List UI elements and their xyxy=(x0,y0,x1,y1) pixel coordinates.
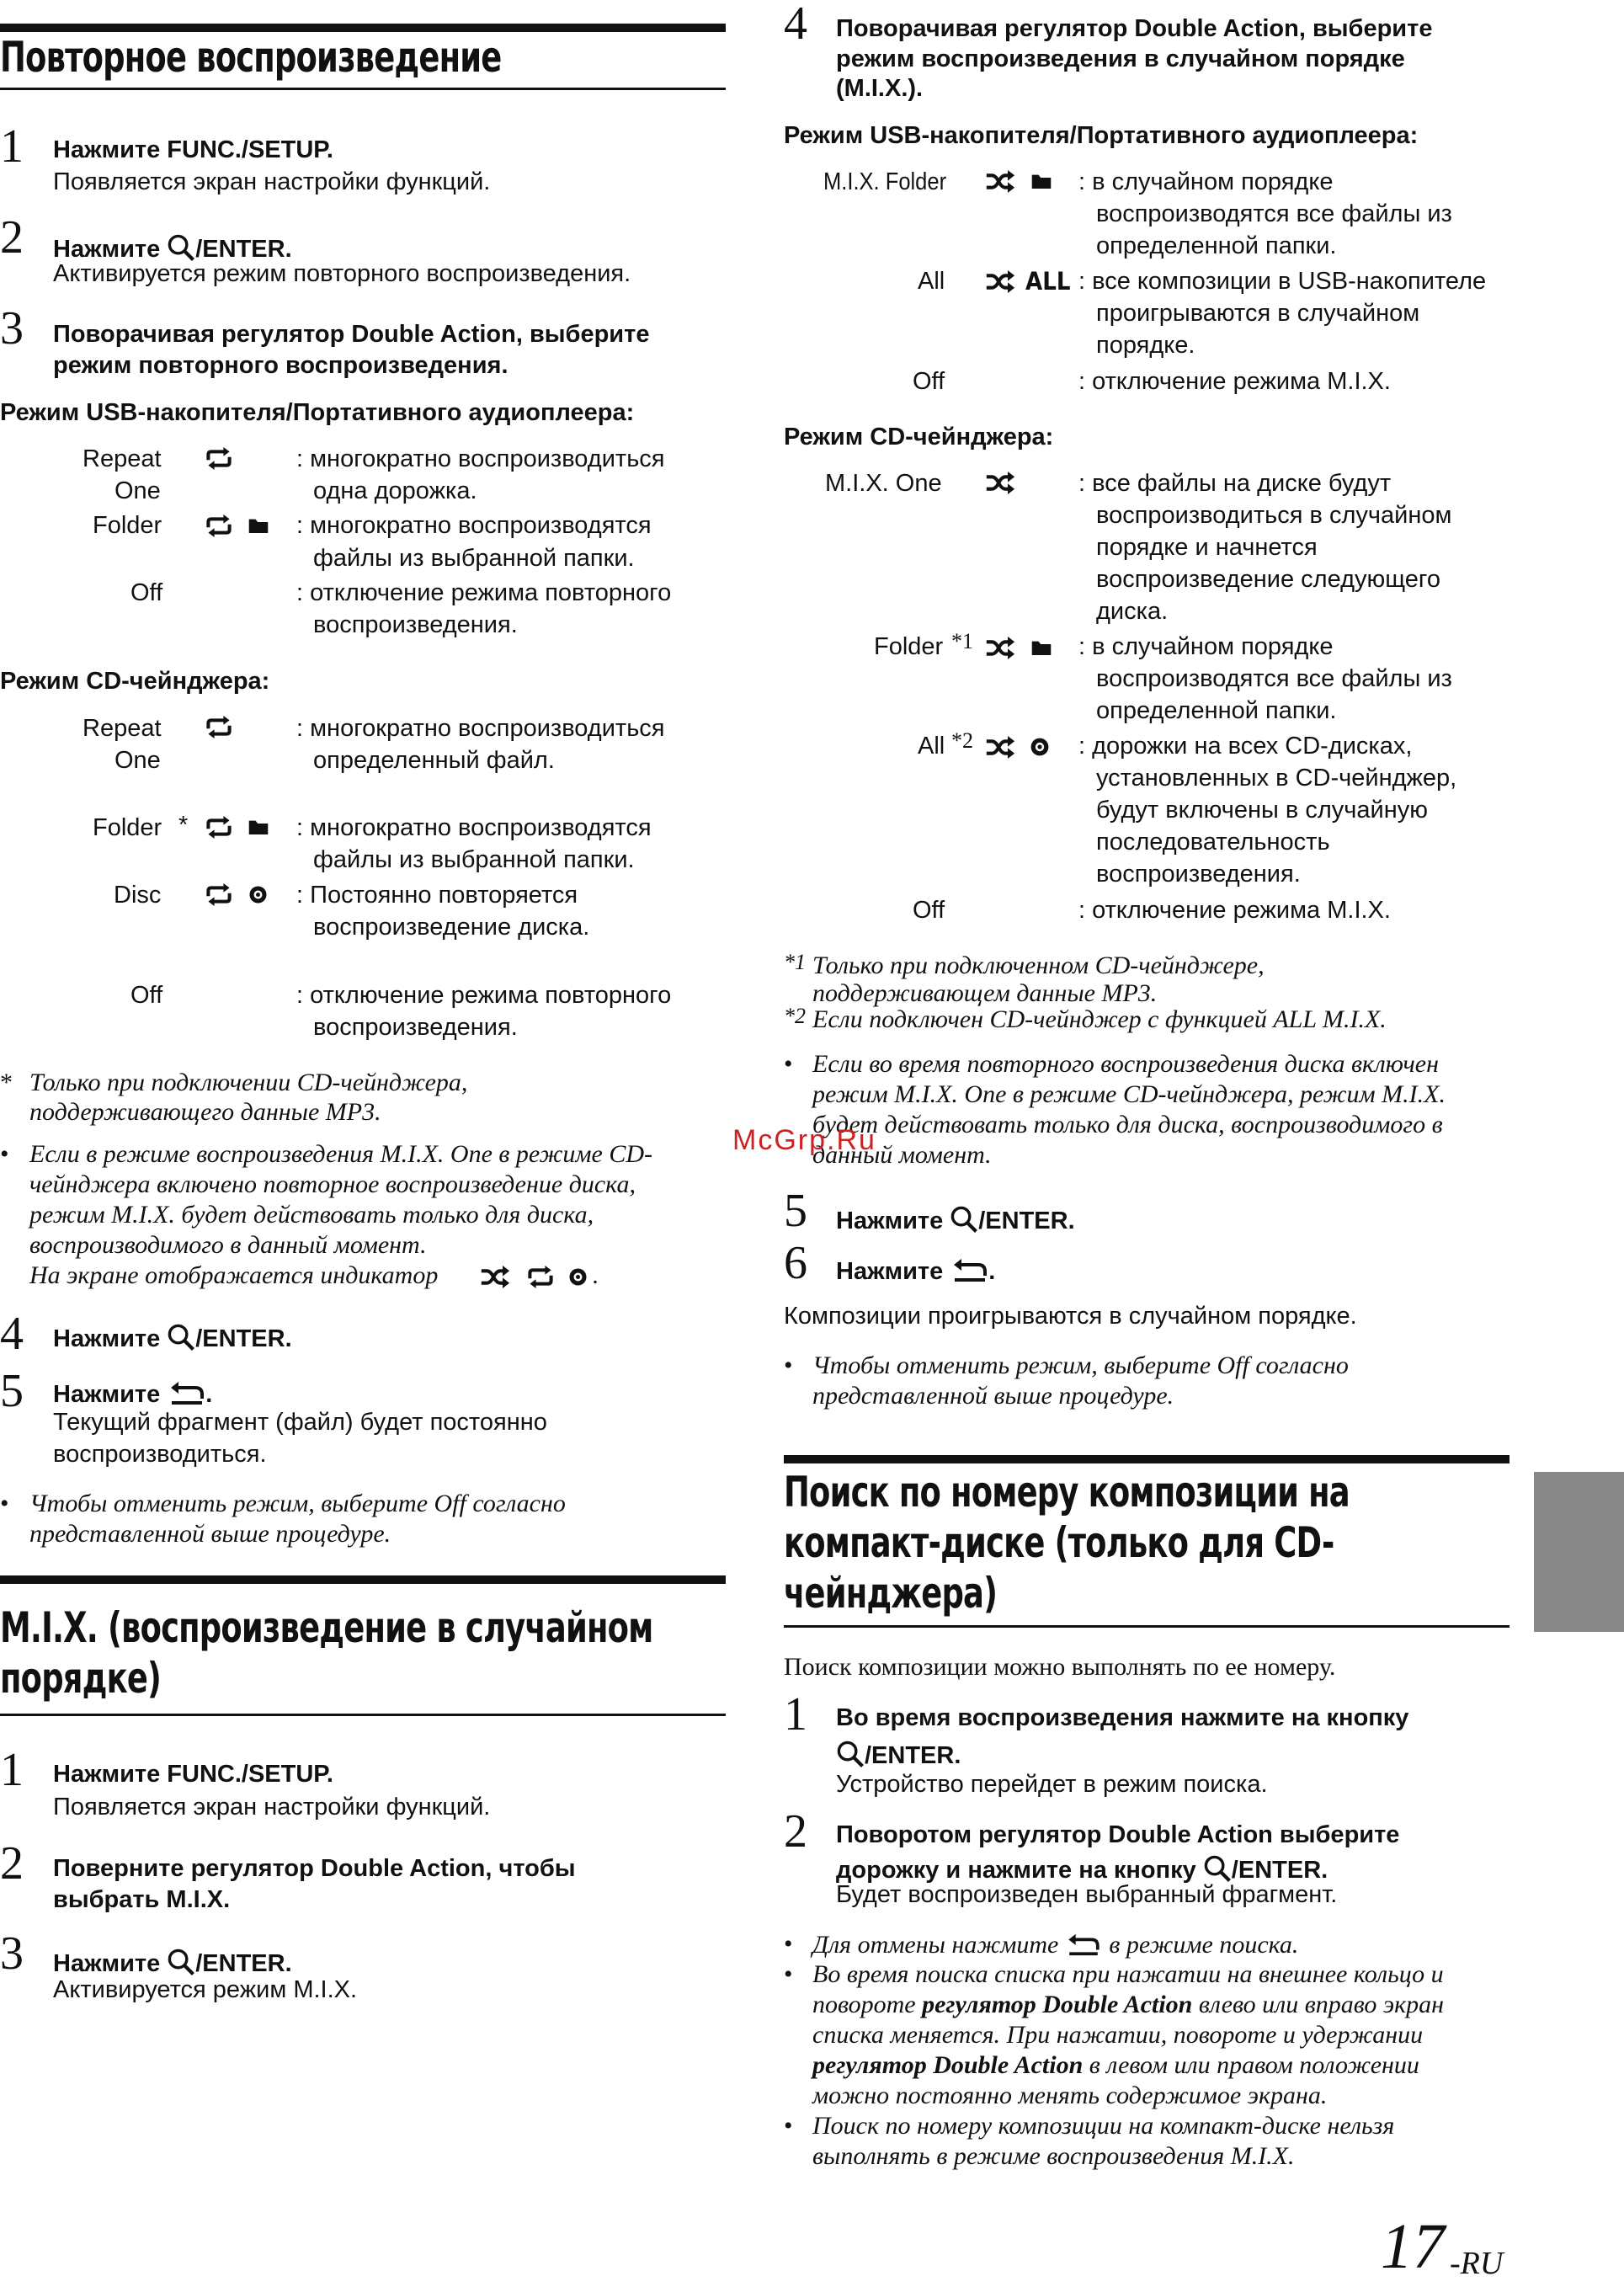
footnote-mark: *1 xyxy=(951,629,973,653)
bullet: • xyxy=(0,1490,9,1517)
mode-desc: установленных в CD-чейнджер, xyxy=(1096,765,1457,792)
step-number: 3 xyxy=(0,302,24,355)
mode-name: Folder xyxy=(93,814,162,841)
disc-icon xyxy=(248,884,269,905)
mode-desc: порядке и начнется xyxy=(1096,534,1318,561)
step-number: 1 xyxy=(0,1744,24,1796)
search-icon xyxy=(836,1740,865,1768)
mode-name: Repeat xyxy=(83,715,162,742)
return-icon xyxy=(1065,1932,1102,1956)
section-rule xyxy=(0,88,726,90)
all-icon-label: ALL xyxy=(1025,267,1071,296)
step-desc: Появляется экран настройки функций. xyxy=(53,1794,491,1821)
bullet: • xyxy=(784,1930,793,1958)
mode-name: M.I.X. One xyxy=(825,470,942,497)
mode-desc: последовательность xyxy=(1096,829,1330,856)
step-title: Нажмите /ENTER. xyxy=(53,228,292,265)
mode-heading: Режим USB-накопителя/Портативного аудиоплеера: xyxy=(0,399,635,426)
step-title: Нажмите . xyxy=(836,1258,996,1285)
note-text: . xyxy=(593,1261,599,1289)
mode-name: All xyxy=(918,733,945,760)
section-title-search: Поиск по номеру композиции на xyxy=(784,1468,1350,1517)
mode-desc: файлы из выбранной папки. xyxy=(313,545,635,572)
note-text: режим M.I.X. One в режиме CD-чейнджера, режим M.I.X. xyxy=(812,1080,1446,1108)
repeat-icon xyxy=(204,715,234,739)
step-number: 1 xyxy=(0,120,24,173)
mode-name: Off xyxy=(913,368,945,395)
footnote-mark: *1 xyxy=(784,950,806,974)
note-text: представленной выше процедуре. xyxy=(29,1520,391,1548)
footnote-text: Только при подключении CD-чейнджера, xyxy=(29,1069,468,1096)
mode-desc: проигрываются в случайном xyxy=(1096,300,1420,327)
step-number: 5 xyxy=(0,1365,24,1417)
result-text: Композиции проигрываются в случайном порядке. xyxy=(784,1303,1357,1330)
repeat-icon xyxy=(204,815,234,840)
step-desc: Активируется режим повторного воспроизведения. xyxy=(53,260,631,287)
mode-name: One xyxy=(114,477,161,504)
folder-icon xyxy=(248,515,269,535)
mode-desc: воспроизводиться в случайном xyxy=(1096,502,1452,529)
step-title: Нажмите /ENTER. xyxy=(53,1943,292,1980)
mode-name: Repeat xyxy=(83,445,162,472)
shuffle-icon xyxy=(985,169,1015,194)
mode-desc: диска. xyxy=(1096,598,1169,625)
mode-desc: воспроизведения. xyxy=(313,611,518,638)
note-text: представленной выше процедуре. xyxy=(812,1382,1174,1410)
intro-text: Поиск композиции можно выполнять по ее номеру. xyxy=(784,1653,1336,1681)
shuffle-icon xyxy=(985,735,1015,760)
step-number: 4 xyxy=(784,0,807,50)
mode-name: Folder xyxy=(874,633,944,660)
mode-desc: определенной папки. xyxy=(1096,697,1337,724)
section-rule xyxy=(784,1455,1510,1463)
step-title: режим повторного воспроизведения. xyxy=(53,352,508,379)
note-text: данный момент. xyxy=(812,1141,992,1169)
step-number: 2 xyxy=(0,1837,24,1890)
page-number: 17 xyxy=(1381,2211,1445,2282)
search-icon xyxy=(167,1323,195,1351)
step-title: Нажмите FUNC./SETUP. xyxy=(53,136,333,163)
mode-name: All xyxy=(918,268,945,295)
footnote-text: Только при подключенном CD-чейнджере, xyxy=(812,952,1265,979)
step-desc: Текущий фрагмент (файл) будет постоянно xyxy=(53,1409,547,1436)
step-desc: Появляется экран настройки функций. xyxy=(53,168,491,195)
mode-desc: воспроизведения. xyxy=(313,1014,518,1041)
bullet: • xyxy=(784,1351,793,1379)
page-suffix: -RU xyxy=(1450,2246,1504,2281)
note-text: На экране отображается индикатор xyxy=(29,1261,439,1289)
repeat-icon xyxy=(204,514,234,538)
folder-icon xyxy=(1030,171,1052,190)
step-desc: Будет воспроизведен выбранный фрагмент. xyxy=(836,1881,1338,1908)
mode-desc: будут включены в случайную xyxy=(1096,797,1428,824)
section-title-search: чейнджера) xyxy=(784,1569,998,1618)
step-number: 4 xyxy=(0,1308,24,1360)
mode-desc: : дорожки на всех CD-дисках, xyxy=(1078,733,1413,760)
step-title: (M.I.X.). xyxy=(836,75,924,102)
note-text: повороте регулятор Double Action влево или вправо экран xyxy=(812,1991,1445,2018)
mode-desc: : в случайном порядке xyxy=(1078,633,1334,660)
mode-desc: воспроизведение следующего xyxy=(1096,566,1441,593)
step-desc: воспроизводиться. xyxy=(53,1441,267,1468)
note-text: Чтобы отменить режим, выберите Off согласно xyxy=(29,1490,566,1517)
disc-icon xyxy=(1029,736,1051,758)
mode-heading: Режим USB-накопителя/Портативного аудиоплеера: xyxy=(784,122,1419,149)
mode-desc: : в случайном порядке xyxy=(1078,168,1334,195)
note-text: чейнджера включено повторное воспроизведение диска, xyxy=(29,1170,636,1198)
step-number: 1 xyxy=(784,1688,807,1741)
repeat-icon xyxy=(204,882,234,907)
return-icon xyxy=(168,1380,205,1405)
repeat-icon xyxy=(525,1265,556,1289)
mode-desc: : многократно воспроизводятся xyxy=(296,512,652,539)
bullet: • xyxy=(0,1140,9,1168)
mode-desc: : отключение режима повторного xyxy=(296,982,672,1009)
step-title: Поверните регулятор Double Action, чтобы xyxy=(53,1855,576,1882)
step-number: 5 xyxy=(784,1185,807,1237)
step-title: Поворачивая регулятор Double Action, выберите xyxy=(53,321,650,348)
section-rule xyxy=(0,1575,726,1584)
mode-name: One xyxy=(114,747,161,774)
note-text: регулятор Double Action в левом или правом положении xyxy=(812,2051,1419,2079)
step-title: режим воспроизведения в случайном порядке xyxy=(836,45,1405,72)
footnote-mark: * xyxy=(0,1069,13,1096)
section-title-mix: M.I.X. (воспроизведение в случайном xyxy=(0,1603,653,1652)
step-number: 6 xyxy=(784,1237,807,1289)
mode-desc: : многократно воспроизводятся xyxy=(296,814,652,841)
step-number: 2 xyxy=(784,1805,807,1858)
search-icon xyxy=(167,233,195,262)
bullet: • xyxy=(784,1960,793,1988)
step-title: Нажмите /ENTER. xyxy=(53,1318,292,1355)
footnote-text: поддерживающего данные MP3. xyxy=(29,1098,381,1126)
mode-name: Disc xyxy=(114,882,162,909)
footnote-mark: *2 xyxy=(784,1004,806,1028)
section-rule xyxy=(0,1714,726,1716)
mode-desc: : отключение режима M.I.X. xyxy=(1078,897,1391,924)
note-text: Во время поиска списка при нажатии на внешнее кольцо и xyxy=(812,1960,1444,1988)
step-title: Нажмите FUNC./SETUP. xyxy=(53,1761,333,1788)
note-text: Если в режиме воспроизведения M.I.X. One в режиме CD- xyxy=(29,1140,653,1168)
disc-icon xyxy=(567,1266,588,1287)
note-text: Чтобы отменить режим, выберите Off согласно xyxy=(812,1351,1349,1379)
section-title-repeat: Повторное воспроизведение xyxy=(0,33,502,82)
mode-name: Off xyxy=(913,897,945,924)
mode-name: Folder xyxy=(93,512,162,539)
search-icon xyxy=(167,1948,195,1976)
mode-desc: : многократно воспроизводиться xyxy=(296,445,665,472)
mode-desc: : все файлы на диске будут xyxy=(1078,470,1392,497)
note-text: будет действовать только для диска, воспроизводимого в xyxy=(812,1111,1443,1138)
note-text: Для отмены нажмите в режиме поиска. xyxy=(812,1931,1299,1959)
mode-desc: : отключение режима M.I.X. xyxy=(1078,368,1391,395)
step-title: Во время воспроизведения нажмите на кнопку xyxy=(836,1704,1409,1731)
watermark: McGrp.Ru xyxy=(732,1124,876,1156)
note-text: Если во время повторного воспроизведения диска включен xyxy=(812,1050,1440,1078)
footnote-text: поддерживающем данные MP3. xyxy=(812,979,1158,1007)
step-desc: Устройство перейдет в режим поиска. xyxy=(836,1771,1268,1798)
return-icon xyxy=(951,1257,988,1282)
mode-desc: одна дорожка. xyxy=(313,477,477,504)
mode-desc: определенной папки. xyxy=(1096,232,1337,259)
repeat-icon xyxy=(204,446,234,471)
mode-desc: : Постоянно повторяется xyxy=(296,882,578,909)
step-title: Нажмите . xyxy=(53,1381,213,1408)
shuffle-icon xyxy=(480,1265,510,1289)
shuffle-icon xyxy=(985,471,1015,495)
search-icon xyxy=(950,1205,978,1234)
section-rule xyxy=(0,24,726,32)
step-title: /ENTER. xyxy=(836,1735,961,1772)
mode-desc: воспроизведение диска. xyxy=(313,914,590,941)
mode-desc: воспроизведения. xyxy=(1096,861,1301,888)
bullet: • xyxy=(784,2112,793,2140)
mode-desc: : многократно воспроизводиться xyxy=(296,715,665,742)
note-text: выполнять в режиме воспроизведения M.I.X. xyxy=(812,2142,1295,2170)
folder-icon xyxy=(248,817,269,836)
step-number: 2 xyxy=(0,211,24,264)
shuffle-icon xyxy=(985,269,1015,294)
mode-name: M.I.X. Folder xyxy=(823,168,947,195)
mode-desc: : отключение режима повторного xyxy=(296,579,672,606)
step-title: выбрать M.I.X. xyxy=(53,1886,231,1913)
step-title: Поворачивая регулятор Double Action, выберите xyxy=(836,15,1433,42)
mode-desc: : все композиции в USB-накопителе xyxy=(1078,268,1487,295)
step-title: Поворотом регулятор Double Action выберите xyxy=(836,1821,1400,1848)
note-text: Поиск по номеру композиции на компакт-диске нельзя xyxy=(812,2112,1395,2140)
step-number: 3 xyxy=(0,1927,24,1980)
footnote-mark: *2 xyxy=(951,728,973,753)
bullet: • xyxy=(784,1050,793,1078)
mode-desc: воспроизводятся все файлы из xyxy=(1096,200,1452,227)
footnote-text: Если подключен CD-чейнджер с функцией ALL M.I.X. xyxy=(812,1005,1387,1033)
chapter-tab xyxy=(1534,1472,1624,1632)
mode-heading: Режим CD-чейнджера: xyxy=(0,668,270,695)
note-text: воспроизводимого в данный момент. xyxy=(29,1231,427,1259)
mode-desc: порядке. xyxy=(1096,332,1195,359)
section-title-search: компакт-диске (только для CD- xyxy=(784,1518,1334,1567)
note-text: списка меняется. При нажатии, повороте и удержании xyxy=(812,2021,1424,2049)
mode-heading: Режим CD-чейнджера: xyxy=(784,424,1054,450)
note-text: режим M.I.X. будет действовать только для диска, xyxy=(29,1201,594,1229)
section-title-mix: порядке) xyxy=(0,1654,162,1703)
mode-name: Off xyxy=(130,579,163,606)
mode-desc: воспроизводятся все файлы из xyxy=(1096,665,1452,692)
mode-name: Off xyxy=(130,982,163,1009)
mode-desc: файлы из выбранной папки. xyxy=(313,846,635,873)
search-icon xyxy=(1203,1854,1232,1883)
section-rule xyxy=(784,1625,1510,1628)
step-desc: Активируется режим M.I.X. xyxy=(53,1976,358,2003)
folder-icon xyxy=(1030,637,1052,657)
step-title: дорожку и нажмите на кнопку /ENTER. xyxy=(836,1849,1328,1886)
step-title: Нажмите /ENTER. xyxy=(836,1200,1075,1237)
shuffle-icon xyxy=(985,636,1015,660)
footnote-mark: * xyxy=(178,812,189,839)
note-text: можно постоянно менять содержимое экрана. xyxy=(812,2082,1328,2109)
mode-desc: определенный файл. xyxy=(313,747,555,774)
